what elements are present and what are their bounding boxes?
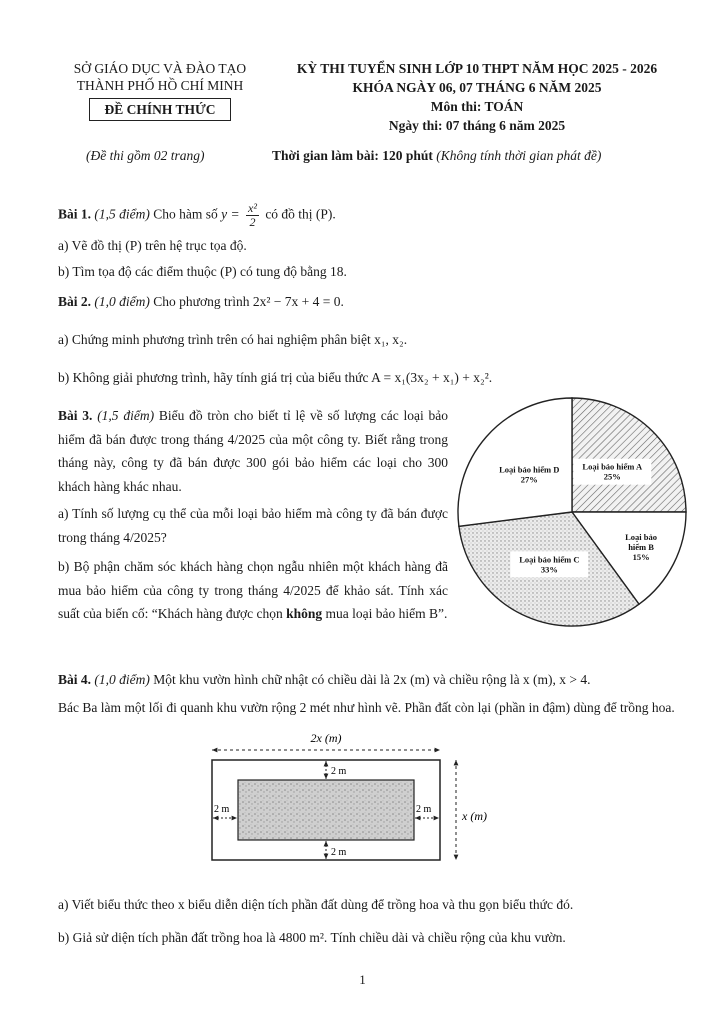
pie-value-label: 15% [632,552,650,563]
city-name: THÀNH PHỐ HỒ CHÍ MINH [76,78,244,93]
pie-slice-a [572,398,686,512]
bai2-stem [58,292,678,312]
pie-label-b [620,529,662,565]
pie-value-label: 27% [520,474,538,485]
bai3-intro [58,404,448,498]
path-right-label: 2 m [416,804,432,815]
header-left [40,60,280,121]
bai3-b-bold: không [286,606,323,621]
exam-session: KHÓA NGÀY 06, 07 THÁNG 6 NĂM 2025 [352,80,602,95]
bai3-points: (1,5 điểm) [97,408,155,423]
pie-category-label: Loại bảo [625,532,658,543]
pie-slices [458,398,686,626]
bai1-b: b) Tìm tọa độ các điểm thuộc (P) có tung độ bằng 18. [58,264,347,279]
pie-label-a [573,459,651,485]
exam-date: Ngày thi: 07 tháng 6 năm 2025 [388,118,566,133]
bai3-b-post: mua loại bảo hiểm B”. [325,606,448,621]
bai1-a: a) Vẽ đồ thị (P) trên hệ trục tọa độ. [58,238,247,253]
pages-note: (Đề thi gồm 02 trang) [86,148,205,163]
bai3-block [58,404,448,626]
pie-chart [452,380,696,644]
official-badge: ĐỀ CHÍNH THỨC [89,98,230,121]
pie-category-label: Loại bảo hiểm C [519,554,580,565]
bai3-label: Bài 3. [58,408,93,423]
header-right [262,59,692,135]
bai4-line1: Một khu vườn hình chữ nhật có chiều dài là 2x (m) và chiều rộng là x (m), x > 4. [153,672,591,687]
bai3-intro-text: Biểu đồ tròn cho biết tỉ lệ về số lượng các loại bảo hiểm đã bán được trong tháng 4/2025 của một công ty. Biết rằng trong tháng này, công ty đã bán được 300 gói bảo hiểm các loại cho 300 khách hàng khác nhau. [58,408,449,494]
bai1-label: Bài 1. [58,206,92,222]
pie-category-label: Loại bảo hiểm A [582,461,643,472]
flower-bed [238,780,414,840]
time-label: Thời gian làm bài: 120 phút [272,148,433,163]
pie-label-c [510,551,588,577]
pie-value-label: 33% [540,564,558,575]
pie-label-d [490,461,568,487]
bai2-text: Cho phương trình 2x² − 7x + 4 = 0. [153,294,344,309]
bai4-a: a) Viết biểu thức theo x biểu diễn diện tích phần đất dùng để trồng hoa và thu gọn biểu thức đó. [58,897,574,912]
bai2-label: Bài 2. [58,294,92,309]
right-dim-label: x (m) [462,809,487,823]
dept-name: SỞ GIÁO DỤC VÀ ĐÀO TẠO [73,61,247,76]
path-bottom-label: 2 m [331,847,347,858]
bai4-points: (1,0 điểm) [94,672,150,687]
time-line [272,148,601,164]
subject: Môn thi: TOÁN [430,99,524,114]
path-top-label: 2 m [331,766,347,777]
bai1-func-lhs: y = [221,206,240,222]
frac-num: x² [248,201,257,215]
bai3-b [58,555,448,626]
bai2-points: (1,0 điểm) [94,294,150,309]
bai1-points: (1,5 điểm) [94,206,150,222]
bai4-line2: Bác Ba làm một lối đi quanh khu vườn rộng 2 mét như hình vẽ. Phần đất còn lại (phần in đậm) dùng để trồng hoa. [58,700,675,715]
bai1-intro: Cho hàm số [153,206,218,222]
top-dim-label: 2x (m) [310,731,342,745]
page-number: 1 [359,972,366,987]
bai1-intro-end: có đồ thị (P). [265,206,336,222]
pie-value-label: 25% [603,471,621,482]
garden-diagram [200,728,510,878]
bai4-b: b) Giả sử diện tích phần đất trồng hoa là 4800 m². Tính chiều dài và chiều rộng của khu vườn. [58,930,566,945]
bai4-stem [58,670,678,690]
frac-den: 2 [249,215,256,229]
bai1-stem [58,202,678,229]
path-left-label: 2 m [214,804,230,815]
bai1-fraction [246,202,259,229]
bai4-label: Bài 4. [58,672,92,687]
pie-category-label: hiểm B [628,542,654,553]
bai3-b-pre: b) Bộ phận chăm sóc khách hàng chọn ngẫu nhiên một khách hàng đã mua bảo hiểm của công ty trong tháng 4/2025 để khảo sát. Tính xác suất của biến cố: “Khách hàng được chọn [58,559,448,621]
time-note: (Không tính thời gian phát đề) [436,148,602,163]
bai2-b: b) Không giải phương trình, hãy tính giá trị của biểu thức A = x₁(3x₂ + x₁) + x₂². [58,370,493,385]
bai3-a: a) Tính số lượng cụ thể của mỗi loại bảo hiểm mà công ty đã bán được trong tháng 4/2025? [58,506,448,545]
bai2-a: a) Chứng minh phương trình trên có hai nghiệm phân biệt x₁, x₂. [58,332,408,347]
pie-category-label: Loại bảo hiểm D [499,464,560,475]
exam-title: KỲ THI TUYỂN SINH LỚP 10 THPT NĂM HỌC 2025 - 2026 [296,61,658,76]
